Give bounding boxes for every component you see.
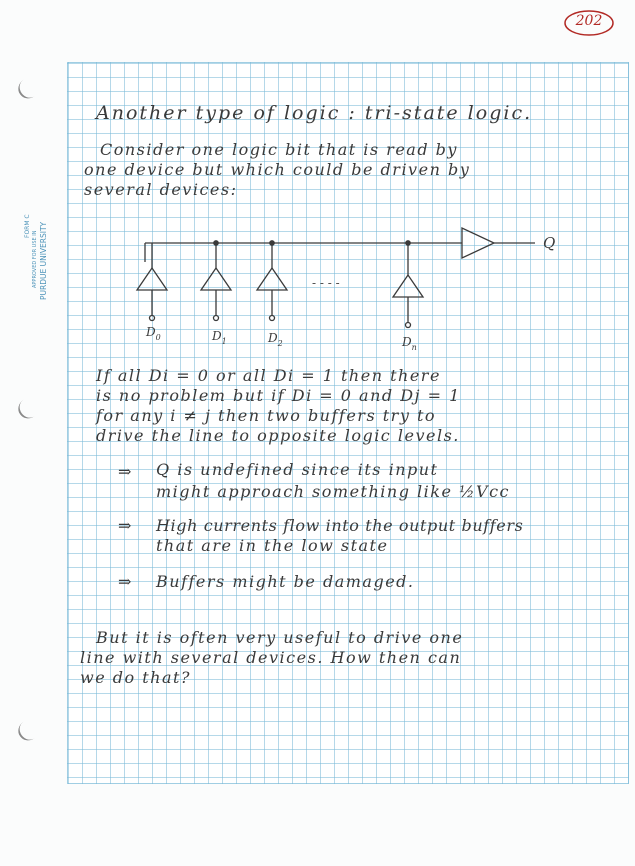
buffer-0-input-pin [150, 316, 155, 321]
intro-line-3: several devices: [84, 180, 238, 199]
buffer-2-input-pin [270, 316, 275, 321]
input-label-0: $D_0$ [146, 325, 161, 342]
input-label-2: $D_2$ [268, 331, 283, 348]
page-number: 202 [575, 13, 603, 29]
paragraph-line-3: for any i ≠ j then two buffers try to [96, 406, 437, 425]
bullet-2-arrow-icon: ⇒ [118, 516, 133, 535]
ellipsis-label: - - - - [312, 276, 340, 290]
buffer-1-input-pin [214, 316, 219, 321]
intro-line-1: Consider one logic bit that is read by [100, 140, 458, 159]
closing-line-1: But it is often very useful to drive one [96, 628, 464, 647]
paragraph-line-4: drive the line to opposite logic levels. [96, 426, 460, 445]
buffer-0-icon [137, 268, 167, 290]
bullet-1-line-1: Q is undefined since its input [156, 460, 439, 479]
paragraph-line-2: is no problem but if Di = 0 and Dj = 1 [96, 386, 461, 405]
input-label-1: $D_1$ [212, 329, 227, 346]
closing-line-3: we do that? [80, 668, 191, 687]
buffer-n-input-pin [406, 323, 411, 328]
bullet-3-line-1: Buffers might be damaged. [156, 572, 415, 591]
closing-line-2: line with several devices. How then can [80, 648, 462, 667]
bullet-2-line-2: that are in the low state [156, 536, 389, 555]
output-label: Q [543, 234, 556, 252]
bullet-3-arrow-icon: ⇒ [118, 572, 133, 591]
margin-form-university: PURDUE UNIVERSITY [39, 221, 48, 300]
intro-line-2: one device but which could be driven by [84, 160, 471, 179]
buffer-2-icon [257, 268, 287, 290]
output-buffer-icon [462, 228, 494, 258]
buffer-n-icon [393, 275, 423, 297]
bullet-1-arrow-icon: ⇒ [118, 462, 133, 481]
bullet-1-line-2: might approach something like ½Vcc [156, 482, 510, 501]
margin-form-approved: APPROVED FOR USE IN [32, 230, 38, 288]
page-title: Another type of logic : tri-state logic. [96, 102, 533, 124]
buffer-1-icon [201, 268, 231, 290]
bullet-2-line-1: High currents flow into the output buffers [156, 516, 524, 535]
margin-form-code: FORM C [24, 214, 31, 238]
paragraph-line-1: If all Di = 0 or all Di = 1 then there [96, 366, 441, 385]
input-label-n: $D_n$ [402, 335, 417, 352]
